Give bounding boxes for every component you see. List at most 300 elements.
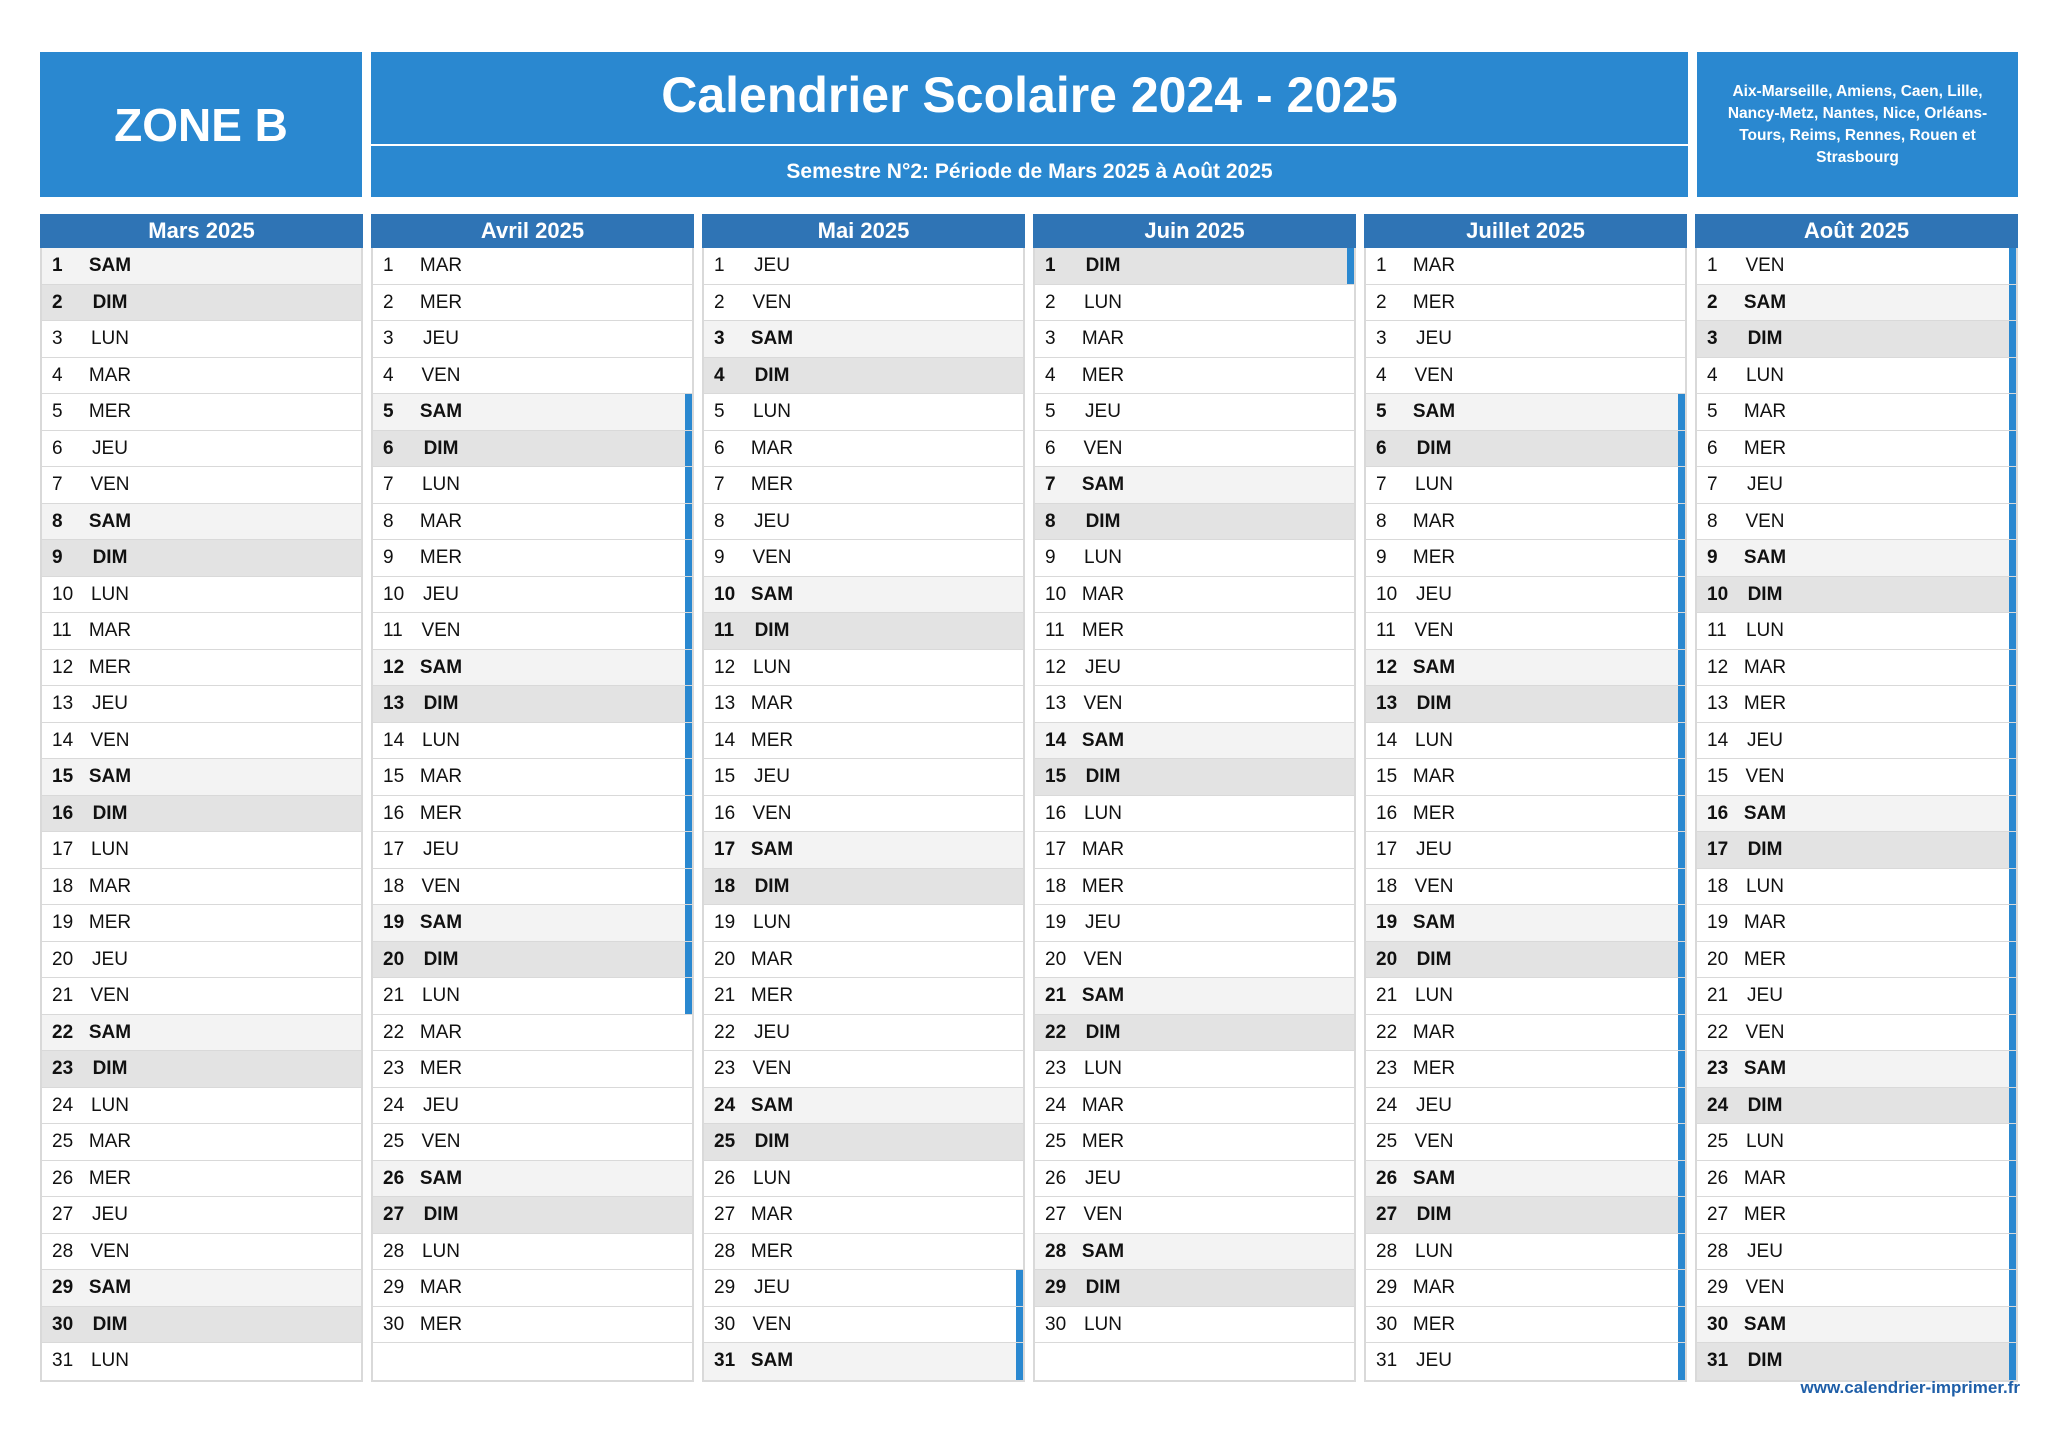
day-number: 16 (1376, 802, 1398, 824)
day-name: MER (419, 291, 463, 313)
day-number: 20 (1707, 948, 1729, 970)
day-row (42, 431, 361, 468)
day-row (42, 321, 361, 358)
day-row (1366, 942, 1685, 979)
vacation-marker (2009, 504, 2016, 540)
day-number: 8 (1376, 510, 1387, 532)
day-row (1366, 1015, 1685, 1052)
day-row (42, 1343, 361, 1380)
day-number: 25 (714, 1131, 736, 1152)
day-name: LUN (421, 729, 460, 751)
vacation-marker (685, 467, 692, 503)
day-row (1035, 1197, 1354, 1234)
day-number: 14 (1707, 729, 1729, 751)
day-number: 31 (1376, 1350, 1398, 1371)
day-name: SAM (1081, 1240, 1125, 1262)
day-name: LUN (752, 656, 791, 678)
day-number: 2 (1045, 291, 1056, 313)
vacation-marker (685, 577, 692, 613)
day-name: LUN (1745, 1131, 1784, 1152)
day-row (42, 577, 361, 614)
day-row (373, 1088, 692, 1125)
footer-website[interactable]: www.calendrier-imprimer.fr (1800, 1378, 2020, 1397)
day-row (1697, 1124, 2016, 1161)
vacation-marker (2009, 394, 2016, 430)
day-row (1366, 1051, 1685, 1088)
day-number: 29 (714, 1277, 736, 1298)
day-number: 4 (1045, 364, 1056, 386)
day-name: MAR (750, 437, 794, 459)
day-number: 25 (1707, 1131, 1729, 1152)
vacation-marker (1678, 1234, 1685, 1270)
academies-list: Aix-Marseille, Amiens, Caen, Lille, Nancy-Metz, Nantes, Nice, Orléans-Tours, Reims, Rennes, Rouen et Strasbourg (1697, 52, 2018, 197)
day-name: SAM (750, 839, 794, 860)
day-number: 15 (714, 766, 736, 787)
day-number: 3 (714, 328, 725, 349)
day-number: 16 (1707, 802, 1729, 824)
day-number: 2 (1707, 291, 1718, 313)
day-number: 15 (383, 766, 405, 787)
day-name: JEU (1416, 839, 1452, 860)
day-name: JEU (423, 1094, 459, 1116)
day-number: 20 (714, 948, 736, 970)
day-row (1035, 1234, 1354, 1271)
vacation-marker (2009, 942, 2016, 978)
day-number: 23 (1376, 1058, 1398, 1079)
day-name: JEU (1416, 328, 1452, 349)
vacation-marker (1678, 1307, 1685, 1343)
day-name: MER (1743, 1204, 1787, 1225)
day-name: LUN (752, 1167, 791, 1189)
day-name: JEU (423, 839, 459, 860)
vacation-marker (1678, 905, 1685, 941)
day-number: 21 (714, 985, 736, 1006)
day-row (42, 650, 361, 687)
day-name: JEU (1747, 474, 1783, 495)
day-row (373, 431, 692, 468)
day-row (704, 1234, 1023, 1271)
day-name: VEN (90, 1240, 130, 1262)
day-row (704, 832, 1023, 869)
day-name: MAR (1743, 912, 1787, 933)
month-column (371, 214, 694, 1382)
vacation-marker (2009, 759, 2016, 795)
day-number: 10 (1045, 583, 1067, 605)
day-number: 19 (714, 912, 736, 933)
vacation-marker (1678, 978, 1685, 1014)
vacation-marker (2009, 248, 2016, 284)
day-row (373, 723, 692, 760)
day-name: JEU (92, 437, 128, 459)
day-row (1697, 1015, 2016, 1052)
day-name: MAR (1412, 1021, 1456, 1043)
day-row (1366, 1234, 1685, 1271)
day-name: MAR (419, 510, 463, 532)
day-row (1697, 1234, 2016, 1271)
day-row (373, 650, 692, 687)
day-number: 30 (1707, 1313, 1729, 1335)
day-row (42, 869, 361, 906)
day-number: 29 (52, 1277, 74, 1298)
day-row (373, 1161, 692, 1198)
day-name: VEN (1745, 510, 1785, 532)
day-number: 6 (1045, 437, 1056, 459)
day-name: MER (88, 912, 132, 933)
vacation-marker (1678, 942, 1685, 978)
day-row (704, 1270, 1023, 1307)
day-row (42, 832, 361, 869)
day-row (1366, 1270, 1685, 1307)
day-name: JEU (1747, 729, 1783, 751)
day-row (1035, 321, 1354, 358)
day-name: SAM (1412, 912, 1456, 933)
vacation-marker (1678, 650, 1685, 686)
day-row (42, 723, 361, 760)
day-row (704, 759, 1023, 796)
day-row (1035, 1307, 1354, 1344)
day-name: MAR (88, 620, 132, 641)
day-name: MER (1081, 1131, 1125, 1152)
day-number: 25 (1376, 1131, 1398, 1152)
day-row (373, 869, 692, 906)
day-number: 19 (52, 912, 74, 933)
day-name: MAR (1412, 766, 1456, 787)
day-number: 12 (1707, 656, 1729, 678)
vacation-marker (685, 613, 692, 649)
month-column (1364, 214, 1687, 1382)
day-number: 5 (714, 401, 725, 422)
day-name: JEU (1085, 401, 1121, 422)
vacation-marker (2009, 540, 2016, 576)
day-name: DIM (1085, 1277, 1121, 1298)
day-number: 11 (1045, 620, 1065, 641)
vacation-marker (1678, 832, 1685, 868)
day-row (42, 942, 361, 979)
day-number: 11 (1376, 620, 1396, 641)
day-name: MER (1412, 802, 1456, 824)
vacation-marker (2009, 1307, 2016, 1343)
day-number: 3 (1707, 328, 1718, 349)
day-number: 28 (714, 1240, 736, 1262)
day-name: SAM (1412, 1167, 1456, 1189)
day-number: 2 (383, 291, 394, 313)
day-row (42, 759, 361, 796)
day-number: 2 (714, 291, 725, 313)
day-number: 10 (1707, 583, 1729, 605)
day-row (373, 394, 692, 431)
day-row (373, 248, 692, 285)
day-name: SAM (88, 255, 132, 276)
day-name: MER (1743, 948, 1787, 970)
day-number: 22 (383, 1021, 405, 1043)
day-row (1366, 540, 1685, 577)
day-row (704, 504, 1023, 541)
day-row (1697, 358, 2016, 395)
day-name: LUN (1745, 620, 1784, 641)
day-name: LUN (90, 583, 129, 605)
day-name: LUN (752, 401, 791, 422)
day-name: JEU (423, 328, 459, 349)
day-name: MAR (88, 364, 132, 386)
day-name: MAR (88, 875, 132, 897)
day-row (1035, 1015, 1354, 1052)
day-row (1035, 832, 1354, 869)
day-number: 9 (1707, 547, 1718, 568)
vacation-marker (1678, 1197, 1685, 1233)
vacation-marker (685, 650, 692, 686)
day-row (1697, 1343, 2016, 1380)
day-number: 17 (383, 839, 405, 860)
day-number: 12 (1376, 656, 1398, 678)
day-row (1697, 467, 2016, 504)
day-number: 3 (383, 328, 394, 349)
vacation-marker (685, 796, 692, 832)
day-name: MAR (419, 255, 463, 276)
day-number: 7 (714, 474, 725, 495)
day-name: SAM (1412, 401, 1456, 422)
day-row (704, 613, 1023, 650)
day-name: VEN (1083, 437, 1123, 459)
day-row (1697, 905, 2016, 942)
day-number: 1 (1045, 255, 1056, 276)
day-number: 18 (714, 875, 736, 897)
vacation-marker (1678, 613, 1685, 649)
day-name: LUN (1745, 364, 1784, 386)
vacation-marker (2009, 686, 2016, 722)
day-number: 26 (52, 1167, 74, 1189)
day-name: MAR (419, 1021, 463, 1043)
day-number: 31 (1707, 1350, 1729, 1371)
day-name: MER (419, 802, 463, 824)
day-name: DIM (1416, 437, 1452, 459)
day-row (1035, 540, 1354, 577)
day-row (1366, 577, 1685, 614)
day-name: MER (1743, 437, 1787, 459)
day-row (1035, 577, 1354, 614)
day-number: 15 (1707, 766, 1729, 787)
day-name: MER (1743, 693, 1787, 714)
day-name: VEN (1414, 1131, 1454, 1152)
day-number: 13 (1376, 693, 1398, 714)
vacation-marker (1678, 723, 1685, 759)
day-number: 7 (1376, 474, 1387, 495)
day-row (1366, 1197, 1685, 1234)
day-number: 30 (52, 1313, 74, 1335)
day-name: JEU (1747, 1240, 1783, 1262)
vacation-marker (2009, 1343, 2016, 1380)
day-name: SAM (1743, 291, 1787, 313)
day-number: 25 (52, 1131, 74, 1152)
month-days (371, 248, 694, 1382)
day-row (373, 1015, 692, 1052)
day-row (1366, 869, 1685, 906)
vacation-marker (685, 686, 692, 722)
vacation-marker (685, 832, 692, 868)
day-name: VEN (1745, 255, 1785, 276)
day-row (1366, 723, 1685, 760)
day-number: 18 (383, 875, 405, 897)
vacation-marker (1678, 467, 1685, 503)
vacation-marker (2009, 978, 2016, 1014)
day-number: 13 (383, 693, 405, 714)
day-row (1035, 1088, 1354, 1125)
day-name: MAR (1743, 1167, 1787, 1189)
day-name: SAM (419, 912, 463, 933)
day-row (42, 1088, 361, 1125)
day-number: 7 (1045, 474, 1056, 495)
day-row (1697, 285, 2016, 322)
day-number: 31 (52, 1350, 74, 1371)
day-name: VEN (90, 474, 130, 495)
day-row (1035, 467, 1354, 504)
day-name: SAM (1743, 1313, 1787, 1335)
day-row (42, 394, 361, 431)
day-name: LUN (1414, 729, 1453, 751)
day-row (1697, 431, 2016, 468)
day-row (42, 613, 361, 650)
day-row (1697, 1161, 2016, 1198)
day-row (1035, 613, 1354, 650)
vacation-marker (1678, 1270, 1685, 1306)
day-number: 16 (52, 802, 74, 824)
day-row (1035, 285, 1354, 322)
day-number: 3 (52, 328, 63, 349)
day-name: MAR (1081, 1094, 1125, 1116)
day-number: 29 (383, 1277, 405, 1298)
day-number: 10 (714, 583, 736, 605)
day-number: 23 (1045, 1058, 1067, 1079)
day-number: 6 (1707, 437, 1718, 459)
day-number: 16 (383, 802, 405, 824)
month-column (40, 214, 363, 1382)
vacation-marker (1678, 796, 1685, 832)
day-number: 15 (1376, 766, 1398, 787)
day-row (42, 686, 361, 723)
day-name: SAM (1081, 474, 1125, 495)
day-number: 18 (1707, 875, 1729, 897)
day-name: DIM (1747, 1350, 1783, 1371)
day-row (373, 1234, 692, 1271)
day-name: SAM (1081, 985, 1125, 1006)
month-header: Mars 2025 (40, 214, 363, 248)
day-row (42, 796, 361, 833)
day-number: 19 (1707, 912, 1729, 933)
day-name: JEU (1085, 912, 1121, 933)
day-name: VEN (752, 1058, 792, 1079)
day-name: SAM (750, 583, 794, 605)
day-row (1035, 869, 1354, 906)
day-number: 6 (714, 437, 725, 459)
day-name: MAR (750, 948, 794, 970)
day-number: 19 (1376, 912, 1398, 933)
day-number: 12 (714, 656, 736, 678)
day-row (1035, 1124, 1354, 1161)
day-number: 21 (1376, 985, 1398, 1006)
day-number: 1 (1707, 255, 1718, 276)
day-name: SAM (88, 1021, 132, 1043)
day-number: 3 (1045, 328, 1056, 349)
day-number: 27 (1045, 1204, 1067, 1225)
day-row (1697, 832, 2016, 869)
day-number: 9 (1045, 547, 1056, 568)
month-column (702, 214, 1025, 1382)
vacation-marker (1678, 1051, 1685, 1087)
day-number: 12 (383, 656, 405, 678)
day-row (373, 577, 692, 614)
day-number: 7 (383, 474, 394, 495)
day-number: 30 (1045, 1313, 1067, 1335)
day-number: 13 (1707, 693, 1729, 714)
day-number: 3 (1376, 328, 1387, 349)
day-row (704, 1343, 1023, 1380)
day-row (1366, 759, 1685, 796)
vacation-marker (1016, 1307, 1023, 1343)
vacation-marker (685, 540, 692, 576)
day-row (42, 1234, 361, 1271)
day-row (373, 1197, 692, 1234)
day-number: 4 (52, 364, 63, 386)
day-name: MAR (1743, 401, 1787, 422)
vacation-marker (685, 978, 692, 1014)
day-row (1697, 394, 2016, 431)
day-name: SAM (88, 766, 132, 787)
day-name: SAM (750, 1350, 794, 1371)
day-number: 24 (1376, 1094, 1398, 1116)
day-row (1035, 1343, 1354, 1380)
day-number: 26 (1376, 1167, 1398, 1189)
day-row (1697, 1197, 2016, 1234)
day-number: 12 (52, 656, 74, 678)
day-row (1697, 1307, 2016, 1344)
day-number: 17 (52, 839, 74, 860)
day-name: DIM (754, 875, 790, 897)
day-number: 27 (383, 1204, 405, 1225)
day-row (373, 613, 692, 650)
day-name: DIM (423, 1204, 459, 1225)
day-row (1366, 285, 1685, 322)
vacation-marker (1016, 1343, 1023, 1380)
day-row (42, 1270, 361, 1307)
day-number: 7 (1707, 474, 1718, 495)
vacation-marker (2009, 1161, 2016, 1197)
day-row (1697, 942, 2016, 979)
day-row (704, 577, 1023, 614)
day-number: 17 (1376, 839, 1398, 860)
day-name: MAR (1081, 839, 1125, 860)
day-number: 20 (52, 948, 74, 970)
month-header: Juin 2025 (1033, 214, 1356, 248)
vacation-marker (2009, 467, 2016, 503)
day-number: 21 (383, 985, 405, 1006)
day-row (1366, 504, 1685, 541)
day-number: 25 (1045, 1131, 1067, 1152)
day-number: 27 (714, 1204, 736, 1225)
day-row (1366, 321, 1685, 358)
vacation-marker (1678, 1124, 1685, 1160)
day-number: 10 (52, 583, 74, 605)
day-row (1697, 723, 2016, 760)
day-row (1035, 358, 1354, 395)
day-row (1035, 796, 1354, 833)
day-number: 29 (1045, 1277, 1067, 1298)
vacation-marker (2009, 431, 2016, 467)
day-name: VEN (90, 985, 130, 1006)
day-name: JEU (92, 693, 128, 714)
day-number: 14 (52, 729, 74, 751)
month-header: Juillet 2025 (1364, 214, 1687, 248)
vacation-marker (2009, 1234, 2016, 1270)
day-name: MER (1412, 291, 1456, 313)
